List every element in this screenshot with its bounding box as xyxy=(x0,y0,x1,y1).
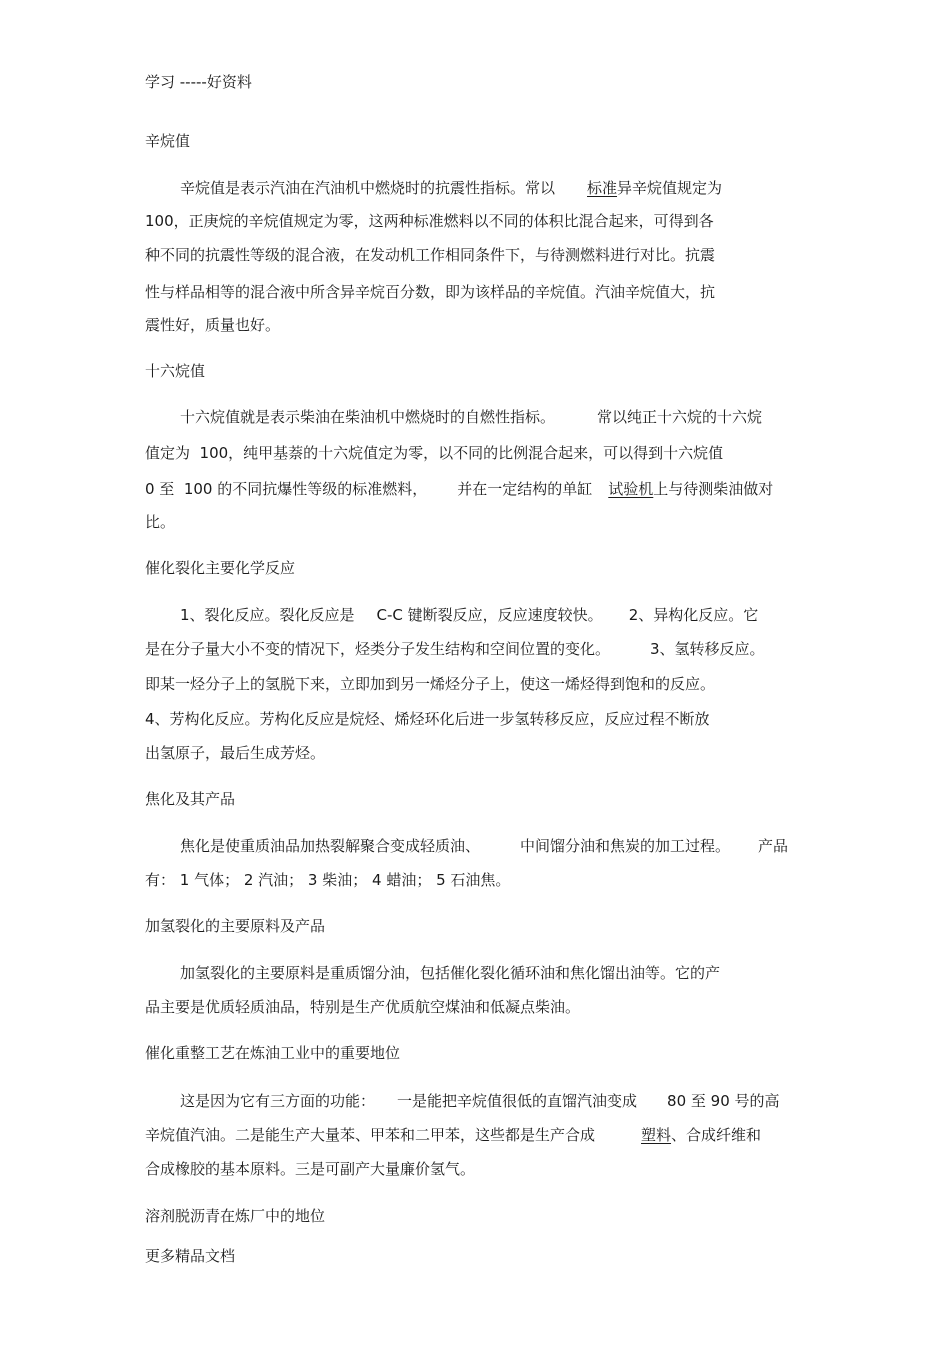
text-span: 、合成纤维和 xyxy=(671,1126,762,1144)
text-span: 3、氢转移反应。 xyxy=(650,640,765,658)
paragraph-line: 性与样品相等的混合液中所含异辛烷百分数，即为该样品的辛烷值。汽油辛烷值大，抗 xyxy=(145,283,716,301)
section-title-catalytic-cracking: 催化裂化主要化学反应 xyxy=(145,559,296,577)
text-span: 上与待测柴油做对 xyxy=(653,480,774,498)
section-title-hydrocracking: 加氢裂化的主要原料及产品 xyxy=(145,917,326,935)
paragraph-line: 种不同的抗震性等级的混合液，在发动机工作相同条件下，与待测燃料进行对比。抗震 xyxy=(145,246,716,264)
paragraph-line: 100，正庚烷的辛烷值规定为零，这两种标准燃料以不同的体积比混合起来，可得到各 xyxy=(145,212,714,230)
text-span: 并在一定结构的单缸 xyxy=(457,480,593,498)
text-span: 中间馏分油和焦炭的加工过程。 xyxy=(520,837,731,855)
paragraph-line xyxy=(145,1125,761,1145)
paragraph-line: 值定为 100，纯甲基萘的十六烷值定为零，以不同的比例混合起来，可以得到十六烷值 xyxy=(145,444,724,462)
text-span: 0 至 100 的不同抗爆性等级的标准燃料， xyxy=(145,480,428,498)
text-span: 是在分子量大小不变的情况下，烃类分子发生结构和空间位置的变化。 xyxy=(145,640,611,658)
section-title-catalytic-reforming: 催化重整工艺在炼油工业中的重要地位 xyxy=(145,1044,401,1062)
paragraph-line: 比。 xyxy=(145,513,176,531)
paragraph-line xyxy=(180,836,788,856)
text-span: 2、异构化反应。它 xyxy=(628,606,759,624)
paragraph-line xyxy=(180,605,758,625)
paragraph-line: 出氢原子，最后生成芳烃。 xyxy=(145,744,326,762)
text-span: 十六烷值就是表示柴油在柴油机中燃烧时的自燃性指标。 xyxy=(180,408,556,426)
text-span: 80 至 90 号的高 xyxy=(667,1092,780,1110)
paragraph-line xyxy=(145,479,773,499)
text-span: 产品 xyxy=(758,837,789,855)
link-plastics[interactable]: 塑料 xyxy=(641,1126,672,1144)
paragraph-line: 即某一烃分子上的氢脱下来，立即加到另一烯烃分子上，使这一烯烃得到饱和的反应。 xyxy=(145,675,716,693)
link-test-engine[interactable]: 试验机 xyxy=(608,480,654,498)
link-standard[interactable]: 标准 xyxy=(587,179,618,197)
paragraph-line xyxy=(145,639,765,659)
text-span: 辛烷值是表示汽油在汽油机中燃烧时的抗震性指标。常以 xyxy=(180,179,556,197)
text-span: 一是能把辛烷值很低的直馏汽油变成 xyxy=(397,1092,638,1110)
section-title-solvent-deasphalting: 溶剂脱沥青在炼厂中的地位 xyxy=(145,1207,326,1225)
text-span: C-C 键断裂反应，反应速度较快。 xyxy=(376,606,603,624)
paragraph-line: 震性好，质量也好。 xyxy=(145,316,281,334)
page-footer: 更多精品文档 xyxy=(145,1247,236,1265)
text-span: 1、裂化反应。裂化反应是 xyxy=(180,606,355,624)
page-header: 学习 -----好资料 xyxy=(145,73,252,91)
text-span: 这是因为它有三方面的功能： xyxy=(180,1092,376,1110)
text-span: 辛烷值汽油。二是能生产大量苯、甲苯和二甲苯，这些都是生产合成 xyxy=(145,1126,596,1144)
paragraph-line: 4、芳构化反应。芳构化反应是烷烃、烯烃环化后进一步氢转移反应，反应过程不断放 xyxy=(145,710,710,728)
section-title-coking: 焦化及其产品 xyxy=(145,790,236,808)
paragraph-line xyxy=(180,178,722,198)
text-span: 焦化是使重质油品加热裂解聚合变成轻质油、 xyxy=(180,837,481,855)
text-span: 常以纯正十六烷的十六烷 xyxy=(597,408,763,426)
paragraph-line: 有： 1 气体； 2 汽油； 3 柴油； 4 蜡油； 5 石油焦。 xyxy=(145,871,511,889)
section-title-cetane: 十六烷值 xyxy=(145,362,206,380)
section-title-octane: 辛烷值 xyxy=(145,132,191,150)
paragraph-line: 加氢裂化的主要原料是重质馏分油，包括催化裂化循环油和焦化馏出油等。它的产 xyxy=(180,964,721,982)
paragraph-line: 合成橡胶的基本原料。三是可副产大量廉价氢气。 xyxy=(145,1160,476,1178)
paragraph-line xyxy=(180,1091,780,1111)
text-span: 异辛烷值规定为 xyxy=(617,179,723,197)
paragraph-line: 品主要是优质轻质油品，特别是生产优质航空煤油和低凝点柴油。 xyxy=(145,998,581,1016)
paragraph-line xyxy=(180,407,762,427)
